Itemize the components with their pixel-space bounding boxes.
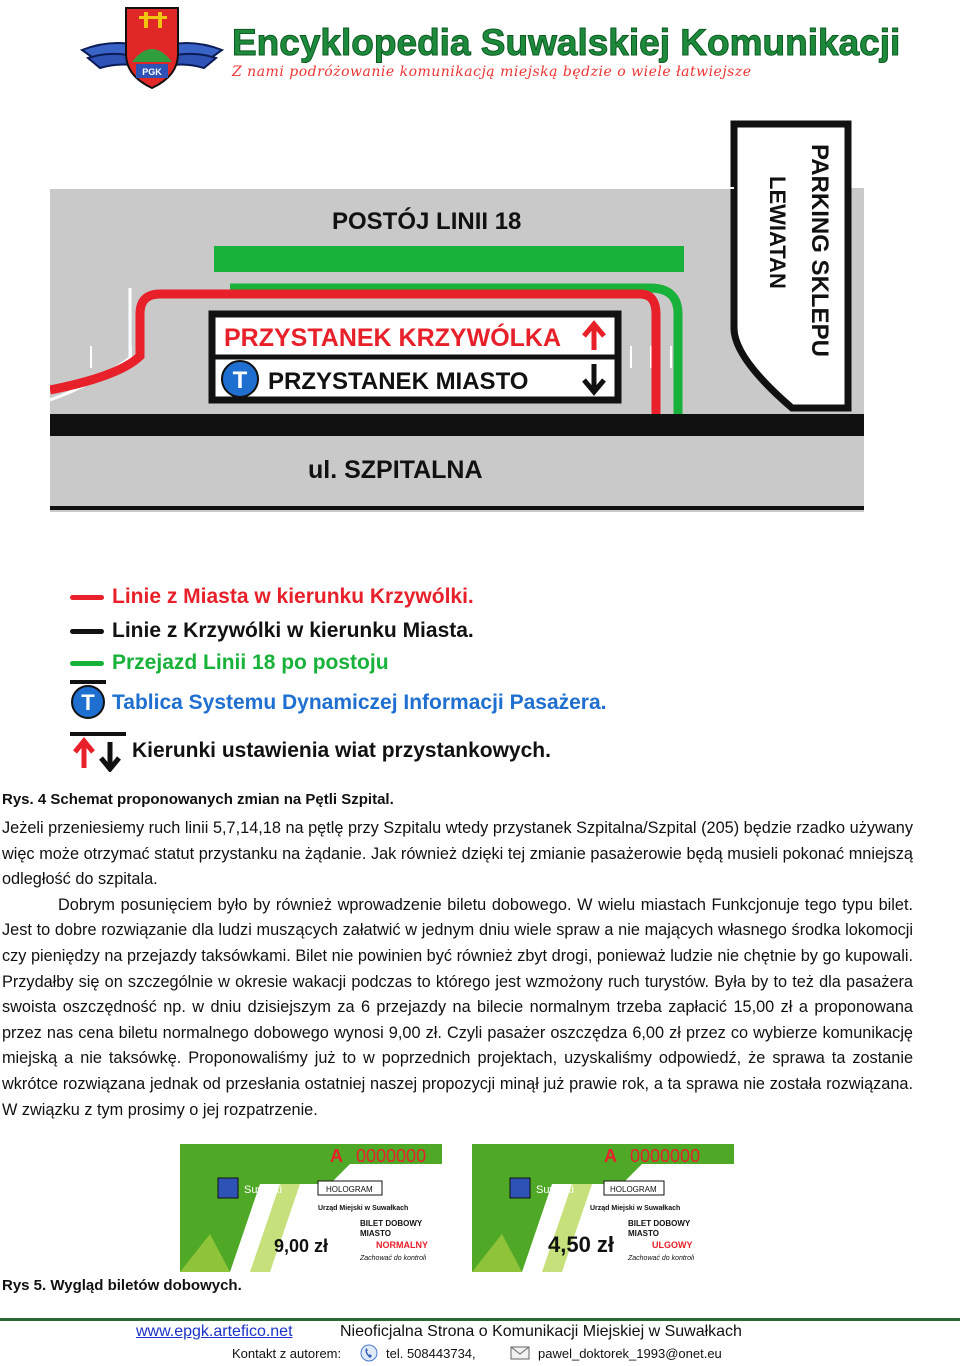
email-icon bbox=[510, 1346, 530, 1360]
legend-green-line bbox=[70, 661, 104, 666]
svg-text:4,50 zł: 4,50 zł bbox=[548, 1232, 615, 1257]
footer-link[interactable]: www.epgk.artefico.net bbox=[136, 1323, 293, 1340]
label-miasto: PRZYSTANEK MIASTO bbox=[268, 368, 529, 395]
svg-text:BILET DOBOWY: BILET DOBOWY bbox=[360, 1219, 423, 1228]
footer-phone: tel. 508443734, bbox=[386, 1346, 476, 1361]
svg-text:ULGOWY: ULGOWY bbox=[652, 1240, 693, 1250]
svg-text:Suwałki: Suwałki bbox=[536, 1184, 574, 1196]
site-subtitle: Z nami podróżowanie komunikacją miejską będzie o wiele łatwiejsze bbox=[232, 64, 752, 80]
legend-label: Przejazd Linii 18 po postoju bbox=[112, 651, 389, 674]
svg-text:T: T bbox=[232, 367, 248, 394]
svg-text:HOLOGRAM: HOLOGRAM bbox=[326, 1185, 373, 1194]
ticket-reduced bbox=[472, 1144, 734, 1272]
svg-text:Urząd Miejski w Suwałkach: Urząd Miejski w Suwałkach bbox=[590, 1205, 681, 1212]
label-postoj: POSTÓJ LINII 18 bbox=[332, 208, 522, 235]
svg-text:Suwałki: Suwałki bbox=[244, 1184, 282, 1196]
svg-text:T: T bbox=[81, 690, 95, 715]
svg-text:MIASTO: MIASTO bbox=[628, 1229, 659, 1238]
legend-label: Linie z Miasta w kierunku Krzywólki. bbox=[112, 585, 474, 608]
svg-text:0000000: 0000000 bbox=[356, 1146, 427, 1166]
site-title: Encyklopedia Suwalskiej Komunikacji bbox=[232, 22, 901, 63]
ticket-normal bbox=[180, 1144, 442, 1272]
paragraph: Jeżeli przeniesiemy ruch linii 5,7,14,18 na pętlę przy Szpitalu wtedy przystanek Szpitalna/Szpital (205) będzie rzadko używany więc może otrzymać statut przystanku na żądanie. Jak również dzięki tej zmianie pasażerowie będą musieli pokonać mniejszą odległość do szpitala. bbox=[2, 819, 913, 889]
pgk-emblem-logo bbox=[78, 6, 226, 92]
svg-text:Zachować do kontroli: Zachować do kontroli bbox=[628, 1255, 695, 1262]
stop-layout-diagram bbox=[50, 118, 864, 512]
legend-black-line bbox=[70, 629, 104, 634]
label-lewiatan: LEWIATAN bbox=[765, 176, 790, 289]
label-krzywolka: PRZYSTANEK KRZYWÓLKA bbox=[224, 324, 562, 352]
bottom-road-edge bbox=[50, 506, 864, 510]
footer-email[interactable]: pawel_doktorek_1993@onet.eu bbox=[538, 1346, 722, 1361]
svg-text:A: A bbox=[604, 1146, 617, 1166]
svg-text:HOLOGRAM: HOLOGRAM bbox=[610, 1185, 657, 1194]
page-header bbox=[0, 0, 960, 100]
direction-arrows-icon bbox=[68, 732, 128, 772]
article-body bbox=[2, 816, 913, 1123]
footer-contact-label: Kontakt z autorem: bbox=[232, 1346, 342, 1361]
main-road-band bbox=[50, 414, 864, 436]
svg-text:9,00 zł: 9,00 zł bbox=[274, 1236, 329, 1256]
footer-description: Nieoficjalna Strona o Komunikacji Miejskiej w Suwałkach bbox=[340, 1323, 742, 1340]
green-postoj-bar bbox=[214, 246, 684, 272]
info-board-icon bbox=[68, 680, 108, 720]
svg-text:0000000: 0000000 bbox=[630, 1146, 701, 1166]
logo-text: PGK bbox=[142, 67, 162, 77]
svg-text:Urząd Miejski w Suwałkach: Urząd Miejski w Suwałkach bbox=[318, 1205, 409, 1212]
svg-text:NORMALNY: NORMALNY bbox=[376, 1240, 428, 1250]
figure-caption: Rys 5. Wygląd biletów dobowych. bbox=[2, 1277, 242, 1294]
svg-text:A: A bbox=[330, 1146, 343, 1166]
figure-caption: Rys. 4 Schemat proponowanych zmian na Pętli Szpital. bbox=[2, 791, 394, 808]
legend-red-line bbox=[70, 595, 104, 600]
svg-text:MIASTO: MIASTO bbox=[360, 1229, 391, 1238]
info-board-icon bbox=[222, 361, 258, 397]
phone-icon bbox=[360, 1344, 378, 1362]
footer-divider bbox=[0, 1318, 960, 1321]
legend-label: Kierunki ustawienia wiat przystankowych. bbox=[132, 739, 551, 762]
legend-label: Linie z Krzywólki w kierunku Miasta. bbox=[112, 619, 474, 642]
legend-label: Tablica Systemu Dynamiczej Informacji Pasażera. bbox=[112, 691, 607, 714]
label-parking: PARKING SKLEPU bbox=[806, 144, 833, 357]
paragraph: Dobrym posunięciem było by również wprowadzenie biletu dobowego. W wielu miastach Funkcjonuje tego typu bilet. Jest to dobre rozwiązanie dla ludzi muszących załatwić w jednym dniu wiele spraw a nie mających własnego środka lokomocji czy pieniędzy na przejazdy taksówkami. Bilet nie powinien być również zbyt drogi, ponieważ ludzie nie chętnie by go kupowali. Przydałby się on szczególnie w okresie wakacji podczas to którego jest wzmożony ruch turystów. Była by to też dla pasażera swoista oszczędność np. w dniu dzisiejszym za 6 przejazdy na bilecie normalnym trzeba zapłacić 15,00 zł a proponowana przez nas cena biletu normalnego dobowego wynosi 9,00 zł. Czyli pasażer oszczędza 6,00 zł przez co wybierze komunikację miejską a nie taksówkę. Proponowaliśmy już to w poprzednich projektach, uzyskaliśmy odpowiedź, że sprawa ta zostanie wkrótce rozwiązana jednak od przesłania ostatniej naszej propozycji minął już prawie rok, a ta sprawa nie została rozwiązana. W związku z tym prosimy o jej rozpatrzenie. bbox=[2, 895, 913, 1119]
label-street: ul. SZPITALNA bbox=[308, 456, 483, 484]
ticket-images bbox=[180, 1144, 740, 1272]
svg-text:Zachować do kontroli: Zachować do kontroli bbox=[360, 1255, 427, 1262]
svg-text:BILET DOBOWY: BILET DOBOWY bbox=[628, 1219, 691, 1228]
diagram-legend bbox=[68, 580, 788, 770]
